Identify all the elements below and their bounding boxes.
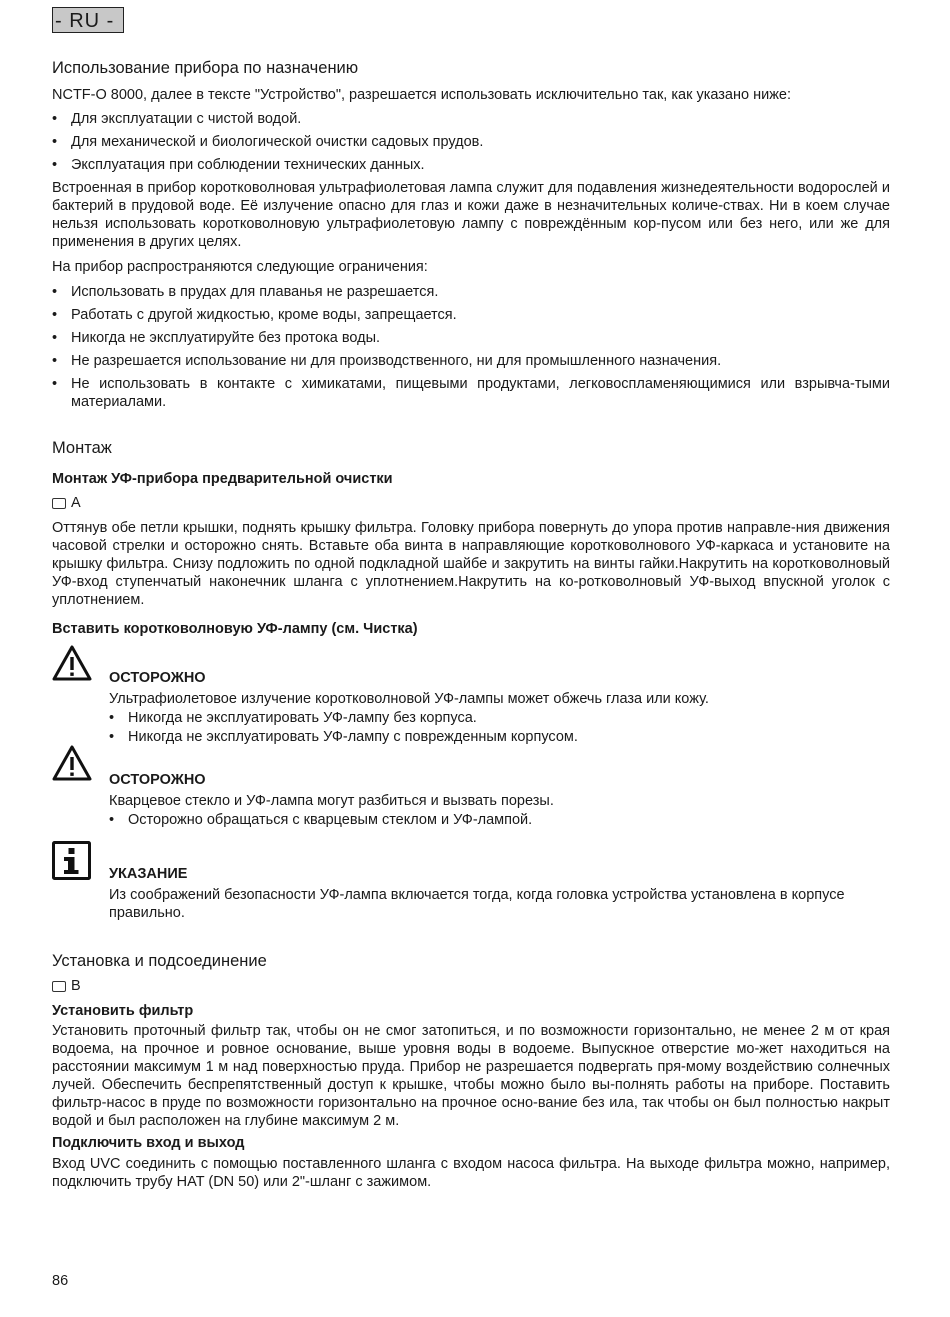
connect-paragraph: Вход UVC соединить с помощью поставленного шланга с входом насоса фильтра. На выходе фильтра можно, например, подключить трубу HAT (DN 50) или 2"-шланг с зажимом. bbox=[52, 1156, 890, 1190]
warning-list bbox=[109, 709, 889, 746]
restrictions-intro: На прибор распространяются следующие ограничения: bbox=[52, 259, 428, 275]
list-item: • Для эксплуатации с чистой водой. bbox=[52, 111, 302, 127]
figure-box-icon bbox=[52, 981, 66, 992]
section-title-assembly: Монтаж bbox=[52, 439, 112, 457]
uv-lamp-paragraph: Встроенная в прибор коротковолновая ультрафиолетовая лампа служит для подавления жизнедеятельности водорослей и бактерий в прудовой воде. Её излучение опасно для глаз и кожи даже в незначительных количе-ствах. Ни в коем случае нельзя использовать коротковолновую ультрафиолетовую лампу с повреждённым кор-пусом или без него, или же для применения в других целях. bbox=[52, 180, 890, 250]
warning-text: Ультрафиолетовое излучение коротковолновой УФ-лампы может обжечь глаза или кожу. bbox=[109, 691, 709, 707]
list-item: • Использовать в прудах для плаванья не разрешается. bbox=[52, 284, 439, 300]
list-item: • Эксплуатация при соблюдении технических данных. bbox=[52, 157, 425, 173]
figure-ref-a: A bbox=[52, 494, 890, 512]
restrictions-list bbox=[52, 283, 890, 411]
info-text: Из соображений безопасности УФ-лампа включается тогда, когда головка устройства установлена в корпусе правильно. bbox=[109, 887, 845, 921]
subsection-title-install-filter: Установить фильтр bbox=[52, 1003, 194, 1019]
info-icon bbox=[52, 841, 91, 880]
section-title-intended-use: Использование прибора по назначению bbox=[52, 59, 359, 77]
list-item: • Никогда не эксплуатировать УФ-лампу без корпуса. bbox=[109, 710, 477, 726]
language-tag: - RU - bbox=[52, 7, 124, 33]
list-item: • Не разрешается использование ни для производственного, ни для промышленного назначения. bbox=[52, 353, 722, 369]
warning-triangle-icon bbox=[52, 745, 92, 781]
figure-ref-b: B bbox=[52, 977, 890, 995]
subsection-title-connect: Подключить вход и выход bbox=[52, 1135, 245, 1151]
list-item: • Работать с другой жидкостью, кроме воды, запрещается. bbox=[52, 307, 457, 323]
warning-block-2 bbox=[109, 771, 889, 829]
page-number: 86 bbox=[52, 1273, 69, 1289]
list-item: • Осторожно обращаться с кварцевым стеклом и УФ-лампой. bbox=[109, 812, 533, 828]
warning-triangle-icon bbox=[52, 645, 92, 681]
figure-box-icon bbox=[52, 498, 66, 509]
warning-title: ОСТОРОЖНО bbox=[109, 670, 206, 686]
warning-block-1 bbox=[109, 669, 889, 746]
info-block bbox=[109, 865, 889, 922]
warning-title: ОСТОРОЖНО bbox=[109, 772, 206, 788]
section-title-installation: Установка и подсоединение bbox=[52, 952, 267, 970]
intended-use-list bbox=[52, 110, 890, 174]
warning-list bbox=[109, 811, 889, 829]
list-item: • Никогда не эксплуатировать УФ-лампу с поврежденным корпусом. bbox=[109, 729, 578, 745]
assembly-paragraph: Оттянув обе петли крышки, поднять крышку фильтра. Головку прибора повернуть до упора против направле-ния движения часовой стрелки и осторожно снять. Вставьте оба винта в направляющие коротковолнового УФ-каркаса и установите на крышку фильтра. Снизу подложить по одной подкладной шайбе и закрутить на винты гайки.Накрутить на коротковолновый УФ-вход ступенчатый наконечник шланга с уплотнением.Накрутить на ко-ротковолновый УФ-выход впускной уголок с уплотнением. bbox=[52, 520, 890, 608]
info-title: УКАЗАНИЕ bbox=[109, 866, 188, 882]
install-filter-paragraph: Установить проточный фильтр так, чтобы он не смог затопиться, и по возможности горизонтально, не менее 2 м от края водоема, на прочное и ровное основание, выше уровня воды в водоеме. Выпускное отверстие мо-жет находиться на расстоянии максимум 1 м над поверхностью пруда. Прибор не разрешается подвергать пря-мому воздействию солнечных лучей. Обеспечить беспрепятственный доступ к крышке, чтобы можно было вы-полнять работы на приборе. Поставить фильтр-насос в пруде по возможности горизонтально на прочное осно-вание без ила, так чтобы он был полностью накрыт водой и был расположен на глубине максимум 2 м. bbox=[52, 1023, 890, 1129]
list-item: • Для механической и биологической очистки садовых прудов. bbox=[52, 134, 484, 150]
intended-use-intro: NCTF-O 8000, далее в тексте "Устройство", разрешается использовать исключительно так, как указано ниже: bbox=[52, 87, 791, 103]
subsection-title-uv-preclean: Монтаж УФ-прибора предварительной очистки bbox=[52, 471, 393, 487]
list-item: • Не использовать в контакте с химикатами, пищевыми продуктами, легковоспламеняющимися или взрывча-тыми материалами. bbox=[52, 376, 890, 410]
list-item: • Никогда не эксплуатируйте без протока воды. bbox=[52, 330, 381, 346]
subsection-title-insert-lamp: Вставить коротковолновую УФ-лампу (см. Чистка) bbox=[52, 621, 418, 637]
warning-text: Кварцевое стекло и УФ-лампа могут разбиться и вызвать порезы. bbox=[109, 793, 554, 809]
